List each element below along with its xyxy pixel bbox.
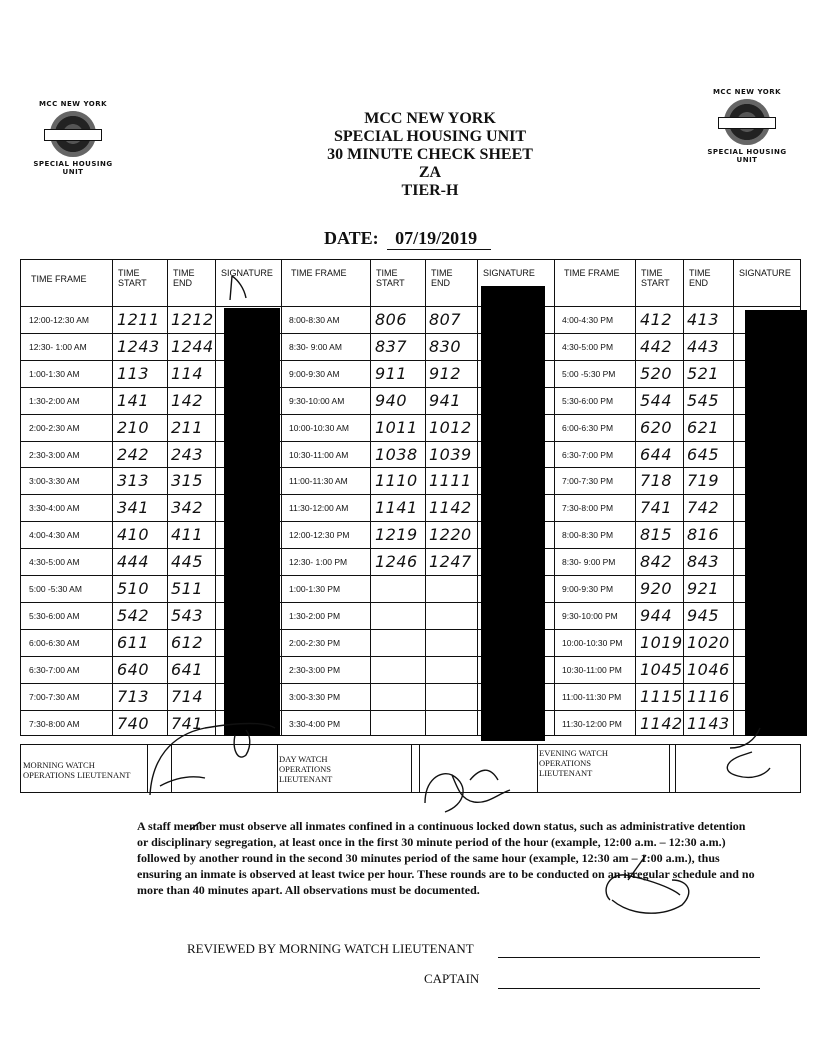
time-frame-cell: 5:30-6:00 PM bbox=[562, 395, 614, 406]
time-frame-cell: 3:30-4:00 PM bbox=[289, 718, 341, 729]
header-time-frame: TIME FRAME bbox=[564, 268, 620, 278]
time-end-cell: 1143 bbox=[687, 713, 730, 733]
time-end-cell: 714 bbox=[171, 686, 204, 706]
time-end-cell: 941 bbox=[429, 390, 462, 410]
time-end-cell: 511 bbox=[171, 579, 204, 598]
time-end-cell: 543 bbox=[171, 605, 204, 625]
time-start-cell: 1115 bbox=[640, 686, 683, 706]
time-start-cell: 1038 bbox=[375, 444, 418, 464]
time-end-cell: 1111 bbox=[429, 471, 472, 491]
time-start-cell: 1219 bbox=[375, 525, 418, 545]
time-frame-cell: 10:30-11:00 AM bbox=[289, 449, 349, 460]
captain-signature-line bbox=[498, 988, 760, 989]
time-frame-cell: 3:30-4:00 AM bbox=[29, 503, 80, 514]
time-frame-cell: 5:30-6:00 AM bbox=[29, 610, 80, 621]
time-end-cell: 843 bbox=[687, 552, 720, 572]
time-start-cell: 341 bbox=[117, 498, 150, 518]
time-end-cell: 114 bbox=[171, 363, 204, 383]
title-line-4: ZA bbox=[418, 164, 442, 181]
page-title bbox=[250, 110, 610, 200]
title-line-2: SPECIAL HOUSING UNIT bbox=[333, 128, 527, 145]
time-frame-cell: 12:30- 1:00 AM bbox=[29, 341, 87, 352]
time-end-cell: 1116 bbox=[687, 686, 730, 706]
time-start-cell: 442 bbox=[640, 336, 673, 356]
time-start-cell: 911 bbox=[375, 363, 408, 383]
time-frame-cell: 12:30- 1:00 PM bbox=[289, 557, 348, 568]
time-frame-cell: 10:30-11:00 PM bbox=[562, 664, 622, 675]
time-start-cell: 1019 bbox=[640, 632, 683, 652]
time-end-cell: 1220 bbox=[429, 525, 472, 545]
time-start-cell: 1045 bbox=[640, 659, 683, 679]
time-start-cell: 940 bbox=[375, 390, 408, 410]
time-start-cell: 1243 bbox=[117, 336, 160, 356]
logo-bottom-text: SPECIAL HOUSING UNIT bbox=[33, 160, 113, 176]
date-label: DATE: bbox=[324, 228, 379, 248]
title-line-1: MCC NEW YORK bbox=[364, 110, 496, 127]
time-end-cell: 1247 bbox=[429, 552, 472, 572]
time-start-cell: 520 bbox=[640, 363, 673, 383]
time-start-cell: 542 bbox=[117, 605, 150, 625]
time-start-cell: 718 bbox=[640, 471, 673, 491]
time-frame-cell: 2:00-2:30 AM bbox=[29, 422, 80, 433]
date-field bbox=[324, 228, 491, 250]
time-end-cell: 315 bbox=[171, 471, 204, 491]
time-end-cell: 719 bbox=[687, 471, 720, 491]
redacted-signature-evening bbox=[745, 310, 807, 736]
time-start-cell: 1110 bbox=[375, 471, 418, 491]
time-frame-cell: 1:00-1:30 AM bbox=[29, 368, 80, 379]
time-start-cell: 920 bbox=[640, 579, 673, 598]
time-frame-cell: 10:00-10:30 PM bbox=[562, 637, 623, 648]
time-frame-cell: 4:30-5:00 AM bbox=[29, 557, 80, 568]
logo-top-text: MCC NEW YORK bbox=[38, 100, 108, 108]
time-end-cell: 1142 bbox=[429, 498, 472, 518]
watch-lieutenant-boxes bbox=[20, 744, 801, 793]
time-frame-cell: 11:30-12:00 PM bbox=[562, 718, 622, 729]
seal-icon bbox=[50, 111, 96, 157]
time-start-cell: 644 bbox=[640, 444, 673, 464]
time-end-cell: 641 bbox=[171, 659, 204, 679]
time-frame-cell: 11:00-11:30 PM bbox=[562, 691, 622, 702]
logo-bottom-text: SPECIAL HOUSING UNIT bbox=[707, 148, 787, 164]
time-end-cell: 816 bbox=[687, 525, 720, 545]
time-start-cell: 210 bbox=[117, 417, 150, 437]
time-start-cell: 611 bbox=[117, 632, 150, 652]
time-frame-cell: 4:00-4:30 AM bbox=[29, 530, 80, 541]
time-end-cell: 413 bbox=[687, 310, 720, 329]
time-start-cell: 412 bbox=[640, 310, 673, 329]
instructions-text: A staff member must observe all inmates confined in a continuous locked down status, such as administrative detention or disciplinary segregation, at least once in the first 30 minute period of the hour (example, 12:00 a.m. – 12:30 a.m.) followed by another round in the second 30 minutes period of the same hour (example, 12:30 am – 1:00 a.m.), thus ensuring an inmate is observed at least twice per hour. These rounds are to be conducted on an irregular schedule and no more than 40 minutes apart. All observations must be documented. bbox=[137, 819, 755, 897]
time-start-cell: 1246 bbox=[375, 552, 418, 572]
redacted-signature-morning bbox=[224, 308, 280, 736]
time-start-cell: 713 bbox=[117, 686, 150, 706]
reviewed-signature-line bbox=[498, 957, 760, 958]
title-line-5: TIER-H bbox=[401, 182, 459, 199]
time-end-cell: 243 bbox=[171, 444, 204, 464]
time-frame-cell: 9:00-9:30 PM bbox=[562, 584, 614, 594]
time-start-cell: 313 bbox=[117, 471, 150, 491]
time-start-cell: 141 bbox=[117, 390, 150, 410]
time-frame-cell: 9:30-10:00 AM bbox=[289, 395, 345, 406]
time-end-cell: 1012 bbox=[429, 417, 472, 437]
time-frame-cell: 11:30-12:00 AM bbox=[289, 503, 349, 514]
time-frame-cell: 9:00-9:30 AM bbox=[289, 368, 340, 379]
time-start-cell: 837 bbox=[375, 336, 408, 356]
time-frame-cell: 2:00-2:30 PM bbox=[289, 637, 341, 648]
time-end-cell: 211 bbox=[171, 417, 204, 437]
time-end-cell: 621 bbox=[687, 417, 720, 437]
time-start-cell: 510 bbox=[117, 579, 150, 598]
time-frame-cell: 2:30-3:00 AM bbox=[29, 449, 80, 460]
check-sheet-grid bbox=[20, 259, 801, 736]
time-start-cell: 842 bbox=[640, 552, 673, 572]
header-signature: SIGNATURE bbox=[739, 268, 791, 278]
logo-right bbox=[702, 88, 792, 164]
time-end-cell: 912 bbox=[429, 363, 462, 383]
time-start-cell: 242 bbox=[117, 444, 150, 464]
time-start-cell: 806 bbox=[375, 310, 408, 329]
time-start-cell: 444 bbox=[117, 552, 150, 572]
header-time-start: TIME START bbox=[118, 268, 147, 288]
time-end-cell: 921 bbox=[687, 579, 720, 598]
time-end-cell: 742 bbox=[687, 498, 720, 518]
redacted-signature-day bbox=[481, 286, 545, 741]
header-time-frame: TIME FRAME bbox=[31, 274, 87, 284]
time-frame-cell: 7:30-8:00 PM bbox=[562, 503, 614, 514]
time-frame-cell: 8:30- 9:00 AM bbox=[289, 341, 342, 352]
time-end-cell: 1039 bbox=[429, 444, 472, 464]
time-end-cell: 445 bbox=[171, 552, 204, 572]
day-watch-label: DAY WATCH OPERATIONS LIEUTENANT bbox=[279, 754, 333, 784]
time-end-cell: 545 bbox=[687, 390, 720, 410]
date-value: 07/19/2019 bbox=[387, 228, 491, 250]
header-time-end: TIME END bbox=[431, 268, 453, 288]
header-time-end: TIME END bbox=[689, 268, 711, 288]
header-time-frame: TIME FRAME bbox=[291, 268, 347, 278]
time-end-cell: 1244 bbox=[171, 336, 214, 356]
captain-label: CAPTAIN bbox=[424, 971, 480, 986]
time-frame-cell: 8:00-8:30 AM bbox=[289, 315, 340, 325]
time-frame-cell: 4:00-4:30 PM bbox=[562, 315, 614, 325]
time-end-cell: 1212 bbox=[171, 310, 214, 329]
time-end-cell: 945 bbox=[687, 605, 720, 625]
time-frame-cell: 1:30-2:00 AM bbox=[29, 395, 80, 406]
time-end-cell: 741 bbox=[171, 713, 204, 733]
header-signature: SIGNATURE bbox=[483, 268, 535, 278]
time-frame-cell: 12:00-12:30 PM bbox=[289, 530, 350, 541]
evening-watch-label: EVENING WATCH OPERATIONS LIEUTENANT bbox=[539, 748, 609, 778]
time-frame-cell: 5:00 -5:30 AM bbox=[29, 584, 82, 594]
time-frame-cell: 7:30-8:00 AM bbox=[29, 718, 80, 729]
time-end-cell: 807 bbox=[429, 310, 462, 329]
time-end-cell: 521 bbox=[687, 363, 720, 383]
time-start-cell: 544 bbox=[640, 390, 673, 410]
time-start-cell: 740 bbox=[117, 713, 150, 733]
time-frame-cell: 8:00-8:30 PM bbox=[562, 530, 614, 541]
time-frame-cell: 8:30- 9:00 PM bbox=[562, 557, 616, 568]
time-end-cell: 142 bbox=[171, 390, 204, 410]
time-frame-cell: 6:30-7:00 PM bbox=[562, 449, 614, 460]
time-start-cell: 944 bbox=[640, 605, 673, 625]
time-frame-cell: 9:30-10:00 PM bbox=[562, 610, 618, 621]
time-frame-cell: 7:00-7:30 PM bbox=[562, 476, 614, 487]
time-end-cell: 645 bbox=[687, 444, 720, 464]
time-frame-cell: 7:00-7:30 AM bbox=[29, 691, 80, 702]
logo-top-text: MCC NEW YORK bbox=[712, 88, 782, 96]
time-frame-cell: 5:00 -5:30 PM bbox=[562, 368, 616, 379]
time-end-cell: 612 bbox=[171, 632, 204, 652]
time-frame-cell: 1:00-1:30 PM bbox=[289, 584, 341, 594]
title-line-3: 30 MINUTE CHECK SHEET bbox=[327, 146, 533, 163]
time-frame-cell: 6:00-6:30 AM bbox=[29, 637, 80, 648]
time-frame-cell: 4:30-5:00 PM bbox=[562, 341, 614, 352]
time-frame-cell: 1:30-2:00 PM bbox=[289, 610, 341, 621]
time-end-cell: 1020 bbox=[687, 632, 730, 652]
time-start-cell: 620 bbox=[640, 417, 673, 437]
time-frame-cell: 10:00-10:30 AM bbox=[289, 422, 350, 433]
time-end-cell: 342 bbox=[171, 498, 204, 518]
morning-watch-label: MORNING WATCH OPERATIONS LIEUTENANT bbox=[23, 760, 131, 780]
time-start-cell: 1211 bbox=[117, 310, 160, 329]
time-end-cell: 830 bbox=[429, 336, 462, 356]
time-frame-cell: 2:30-3:00 PM bbox=[289, 664, 341, 675]
time-start-cell: 640 bbox=[117, 659, 150, 679]
logo-left bbox=[28, 100, 118, 176]
header-signature: SIGNATURE bbox=[221, 268, 273, 278]
time-start-cell: 410 bbox=[117, 525, 150, 545]
reviewed-by-label: REVIEWED BY MORNING WATCH LIEUTENANT bbox=[187, 941, 474, 956]
header-time-start: TIME START bbox=[376, 268, 405, 288]
seal-icon bbox=[724, 99, 770, 145]
header-time-end: TIME END bbox=[173, 268, 195, 288]
time-frame-cell: 12:00-12:30 AM bbox=[29, 315, 90, 325]
time-start-cell: 741 bbox=[640, 498, 673, 518]
time-start-cell: 815 bbox=[640, 525, 673, 545]
time-start-cell: 1011 bbox=[375, 417, 418, 437]
time-frame-cell: 3:00-3:30 AM bbox=[29, 476, 80, 487]
header-time-start: TIME START bbox=[641, 268, 670, 288]
time-frame-cell: 3:00-3:30 PM bbox=[289, 691, 341, 702]
time-start-cell: 1142 bbox=[640, 713, 683, 733]
time-frame-cell: 11:00-11:30 AM bbox=[289, 476, 348, 487]
time-end-cell: 411 bbox=[171, 525, 204, 545]
time-start-cell: 113 bbox=[117, 363, 150, 383]
time-frame-cell: 6:00-6:30 PM bbox=[562, 422, 614, 433]
time-end-cell: 443 bbox=[687, 336, 720, 356]
time-start-cell: 1141 bbox=[375, 498, 418, 518]
time-end-cell: 1046 bbox=[687, 659, 730, 679]
time-frame-cell: 6:30-7:00 AM bbox=[29, 664, 80, 675]
